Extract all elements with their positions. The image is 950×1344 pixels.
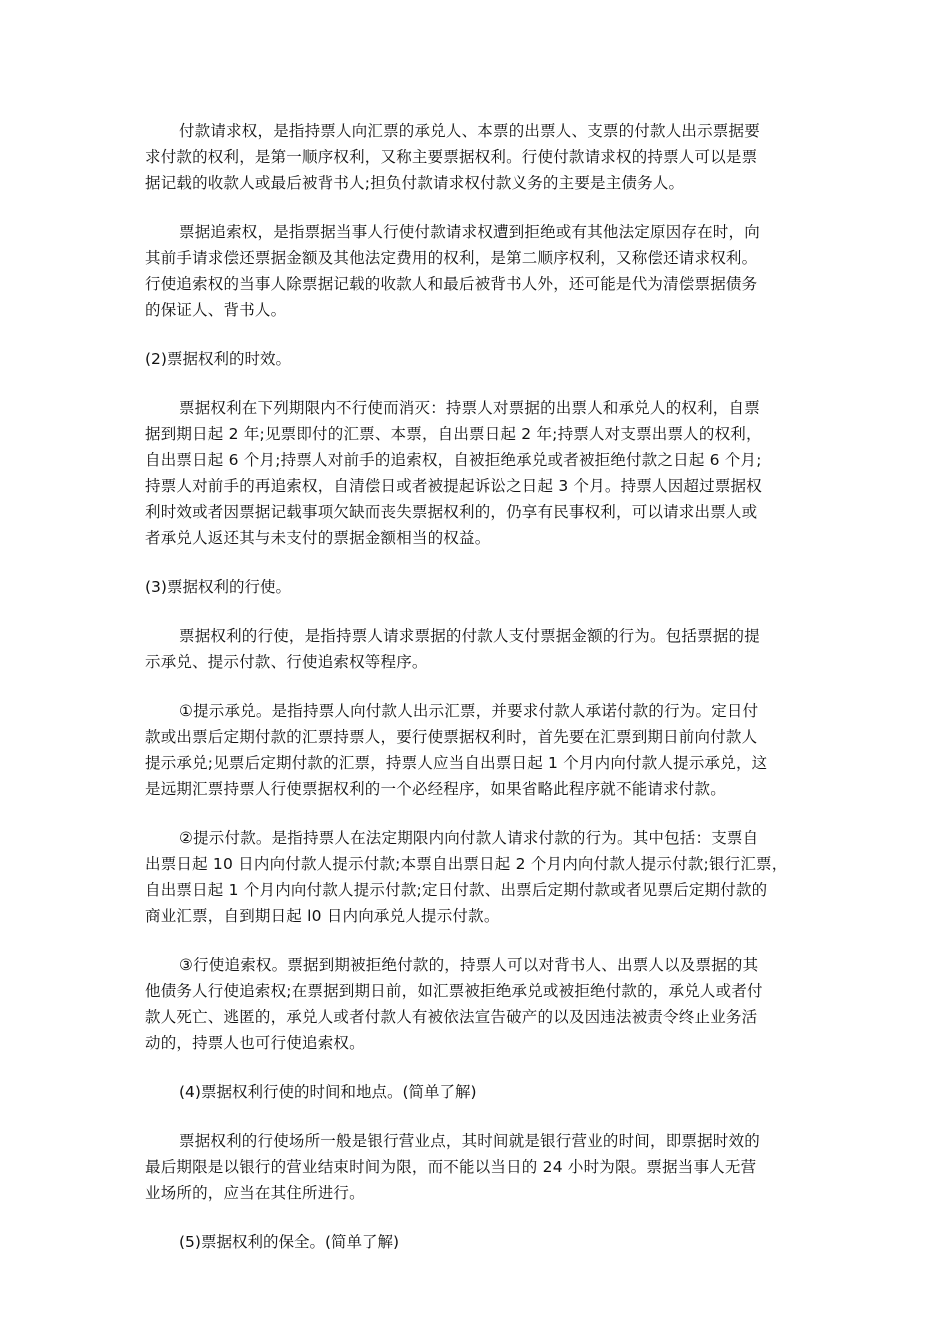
paragraph-recourse-right [145,219,810,323]
text-line: 自出票日起 6 个月;持票人对前手的追索权，自被拒绝承兑或者被拒绝付款之日起 6 个月; [145,451,762,469]
section-heading-time-place: (4)票据权利行使的时间和地点。(简单了解) [179,1083,477,1101]
text-line: 票据权利的行使场所一般是银行营业点，其时间就是银行营业的时间，即票据时效的 [179,1132,760,1150]
paragraph-prescription-periods [145,395,810,551]
text-line: 利时效或者因票据记载事项欠缺而丧失票据权利的，仍享有民事权利，可以请求出票人或 [145,503,758,521]
text-line: 票据权利的行使，是指持票人请求票据的付款人支付票据金额的行为。包括票据的提 [179,627,760,645]
text-line: 据记载的收款人或最后被背书人;担负付款请求权付款义务的主要是主债务人。 [145,174,685,192]
text-line: 的保证人、背书人。 [145,301,287,319]
text-line: 者承兑人返还其与未支付的票据金额相当的权益。 [145,529,491,547]
text-line: 出票日起 10 日内向付款人提示付款;本票自出票日起 2 个月内向付款人提示付款;银行汇票， [145,855,788,873]
text-line: 票据权利在下列期限内不行使而消灭：持票人对票据的出票人和承兑人的权利，自票 [179,399,760,417]
paragraph-time-place [145,1128,810,1206]
text-line: 是远期汇票持票人行使票据权利的一个必经程序，如果省略此程序就不能请求付款。 [145,780,726,798]
text-line: 款人死亡、逃匿的，承兑人或者付款人有被依法宣告破产的以及因违法被责令终止业务活 [145,1008,758,1026]
text-line: 自出票日起 1 个月内向付款人提示付款;定日付款、出票后定期付款或者见票后定期付款的 [145,881,768,899]
paragraph-presentment-payment [145,825,810,929]
paragraph-exercise-recourse [145,952,810,1056]
text-line: 行使追索权的当事人除票据记载的收款人和最后被背书人外，还可能是代为清偿票据债务 [145,275,758,293]
text-line: ①提示承兑。是指持票人向付款人出示汇票，并要求付款人承诺付款的行为。定日付 [179,702,759,720]
text-line: ②提示付款。是指持票人在法定期限内向付款人请求付款的行为。其中包括：支票自 [179,829,759,847]
text-line: 动的，持票人也可行使追索权。 [145,1034,365,1052]
paragraph-payment-claim-right [145,118,810,196]
paragraph-exercise-definition [145,623,810,675]
text-line: 付款请求权，是指持票人向汇票的承兑人、本票的出票人、支票的付款人出示票据要 [179,122,760,140]
text-line: 据到期日起 2 年;见票即付的汇票、本票，自出票日起 2 年;持票人对支票出票人的权利， [145,425,762,443]
text-line: 求付款的权利，是第一顺序权利，又称主要票据权利。行使付款请求权的持票人可以是票 [145,148,758,166]
section-heading-preservation: (5)票据权利的保全。(简单了解) [179,1233,400,1251]
text-line: 提示承兑;见票后定期付款的汇票，持票人应当自出票日起 1 个月内向付款人提示承兑，这 [145,754,768,772]
text-line: 其前手请求偿还票据金额及其他法定费用的权利，是第二顺序权利，又称偿还请求权利。 [145,249,758,267]
text-line: 最后期限是以银行的营业结束时间为限，而不能以当日的 24 小时为限。票据当事人无营 [145,1158,757,1176]
text-line: 票据追索权，是指票据当事人行使付款请求权遭到拒绝或有其他法定原因存在时，向 [179,223,760,241]
paragraph-presentment-acceptance [145,698,810,802]
text-line: 持票人对前手的再追索权，自清偿日或者被提起诉讼之日起 3 个月。持票人因超过票据权 [145,477,762,495]
text-line: 商业汇票，自到期日起 l0 日内向承兑人提示付款。 [145,907,500,925]
text-line: 业场所的，应当在其住所进行。 [145,1184,365,1202]
text-line: 他债务人行使追索权;在票据到期日前，如汇票被拒绝承兑或被拒绝付款的，承兑人或者付 [145,982,763,1000]
document-page [145,118,810,1278]
text-line: 款或出票后定期付款的汇票持票人，要行使票据权利时，首先要在汇票到期日前向付款人 [145,728,758,746]
text-line: ③行使追索权。票据到期被拒绝付款的，持票人可以对背书人、出票人以及票据的其 [179,956,759,974]
section-heading-exercise: (3)票据权利的行使。 [145,578,291,596]
text-line: 示承兑、提示付款、行使追索权等程序。 [145,653,428,671]
section-heading-prescription: (2)票据权利的时效。 [145,350,291,368]
